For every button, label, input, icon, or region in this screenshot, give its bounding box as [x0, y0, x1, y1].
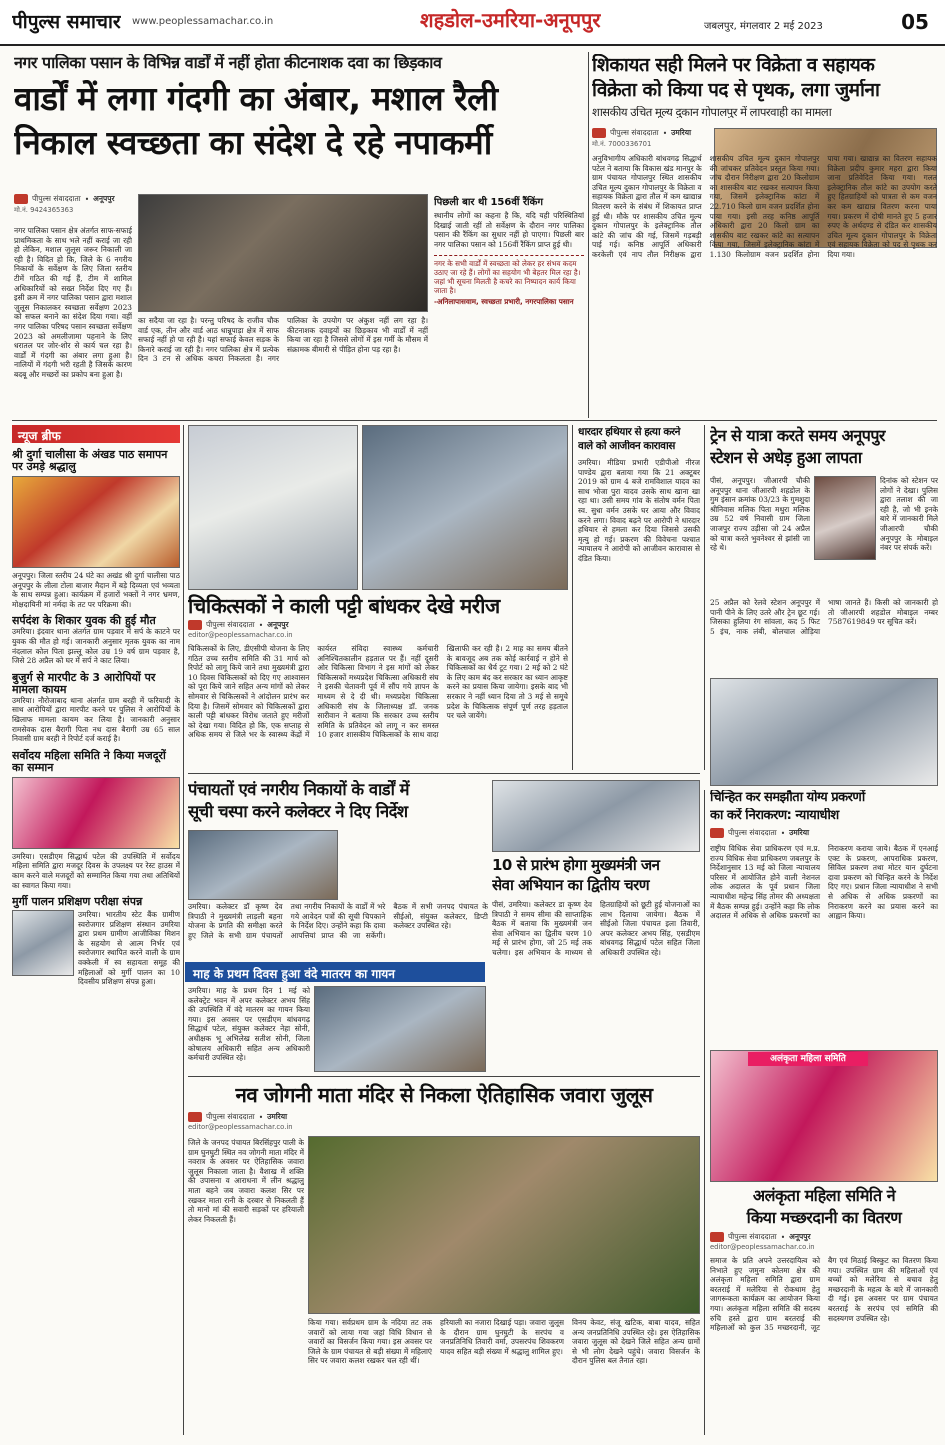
doctors-byline-name: पीपुल्स संवाददाता: [206, 620, 255, 629]
doctors-email: editor@peoplessamachar.co.in: [188, 631, 293, 639]
news-brief-banner: न्यूज ब्रीफ: [12, 425, 180, 443]
ration-byline-name: पीपुल्स संवाददाता: [610, 128, 659, 137]
divider: [183, 425, 184, 1435]
alankrita-banner: अलंकृता महिला समिति: [748, 1052, 868, 1066]
brief-text-5: उमरिया। भारतीय स्टेट बैंक ग्रामीण स्वरोजगार प्रशिक्षण संस्थान उमरिया द्वारा प्रथम ग्रामीण आजीविका मिशन के सहयोग से आत्म निर्भर एवं स्वरोजगार स्थापित करने वाली के ग्राम वक्केली में स्व सहायता समूह की महिलाओं को मुर्गी पालन का 10 दिवसीय प्रशिक्षण संपन्न हुआ।: [78, 910, 180, 987]
newspaper-logo: पीपुल्स समाचार: [12, 11, 121, 33]
jawara-body-far: विनय केवट, संजू खटिक, बाबा यादव, सहित अन्य जनप्रतिनिधि उपस्थित रहे। इस ऐतिहासिक जवारा जुलूस को देखने जिले सहित अन्य ग्रामों से भी लोग देखने पहुंचे। जवारा विसर्जन के दौरान पुलिस बल तैनात रहा।: [572, 1318, 700, 1366]
alankrita-byline-name: पीपुल्स संवाददाता: [728, 1232, 777, 1241]
judge-place: उमरिया: [789, 828, 810, 837]
collector-list-headline-2: सूची चस्पा करने कलेक्टर ने दिए निर्देश: [188, 802, 408, 821]
collector-list-body-extra: [342, 830, 488, 900]
cleanliness-place: अनूपपुर: [93, 194, 115, 203]
judge-byline-block: [710, 828, 830, 842]
dateline: जबलपुर, मंगलवार 2 मई 2023: [704, 21, 823, 32]
jawara-byline-name: पीपुल्स संवाददाता: [206, 1112, 255, 1121]
brief-head-2: सर्पदंश के शिकार युवक की हुई मौत: [12, 614, 156, 628]
alankrita-place: अनूपपुर: [789, 1232, 811, 1241]
jan-seva-meeting-photo: [492, 780, 700, 852]
page-number: 05: [901, 10, 929, 34]
publication-icon: [14, 194, 28, 204]
doctors-place: अनूपपुर: [267, 620, 289, 629]
ration-headline-1: शिकायत सही मिलने पर विक्रेता व सहायक: [592, 54, 875, 76]
cleanliness-body-left: नगर पालिका पसान क्षेत्र अंतर्गत साफ-सफाई प्राथमिकता के साथ भले नहीं कराई जा रही हो लेकिन, मशाल जुलूस जरूर निकाली जा रही है। विदित हो कि, जिले के 6 नगरीय निकायों के सर्वेक्षण के लिए जिला स्तरीय टीमें गठित की गई हैं, टीम में शामिल अधिकारियों को सख्त निर्देश दिए गए हैं। इसी क्रम में नगर पालिका पसान द्वारा मशाल जुलूस निकालकर स्वच्छता सर्वेक्षण 2023 को सफल बनाने का संदेश दिया गया। वहीं नगर पालिका परिषद पसान स्वच्छता सर्वेक्षण 2023 को अमलीजामा पहनाने के लिए धरातल पर जोर-शोर से कार्य चल रहा है। वार्डों में गंदगी का अंबार लगा हुआ है। नालियों में गंदगी भरी रहती है जिसके कारण बदबू और मच्छरों का प्रकोप बना हुआ है।: [14, 226, 132, 379]
divider: [188, 773, 700, 774]
jawara-byline: पीपुल्स संवाददाता • उमरिया: [188, 1112, 388, 1122]
judge-meeting-photo: [710, 678, 938, 786]
divider: [588, 52, 589, 418]
ration-mobile: मो.नं. 7000336701: [592, 140, 652, 148]
doctors-body: चिकित्सकों के लिए, डीएसीपी योजना के लिए गठित उच्च स्तरीय समिति की 31 मार्च को रिपोर्ट को लागू किये जाने तथा मुख्यमंत्री द्वारा 10 दिवस चिकित्सकों को दिए गए आश्वासन को पूरा किये जाने सहित अन्य मांगों को लेकर सोमवार से चिकित्सकों ने आंदोलन प्रारंभ कर दिया है। जिसमें सोमवार को चिकित्सकों द्वारा काली पट्टी बांधकर विरोध जताते हुए मरीजों को देखा गया। विदित हो कि, एक सप्ताह से अधिक समय से जिले भर के स्वास्थ्य केंद्रों में कार्यरत संविदा स्वास्थ्य कर्मचारी अनिश्चितकालीन हड़ताल पर हैं। नहीं दूसरी ओर चिकित्सा विभाग ने इस मांगों को लेकर चिकित्सकों मध्यप्रदेश चिकित्सा अधिकारी संघ ने इसकी चेतावनी पूर्व में सौंप गये ज्ञापन के माध्यम से दे दी थी। मध्यप्रदेश चिकित्सा अधिकारी संघ के जिलाध्यक्ष डॉ. जनक सारीवान ने बताया कि सरकार उच्च स्तरीय समिति के प्रतिवेदन को लागू न कर समस्त 10 हजार शासकीय चिकित्सकों के साथ वादा खिलाफी कर रही है। 2 माह का समय बीतने के बावजूद अब तक कोई कार्रवाई न होने से चिकित्सकों का धैर्य टूट गया। 2 मई को 2 घंटे के लिए काम बंद कर सरकार का ध्यान आकृष्ट करने का प्रयास किया जायेगा। इसके बाद भी सरकार ने नहीं ध्यान दिया तो 3 मई से समूचे प्रदेश के चिकित्सक संपूर्ण पूर्ण तरह हड़ताल पर चले जायेंगे।: [188, 644, 568, 740]
ration-byline: पीपुल्स संवाददाता • उमरिया: [592, 128, 712, 138]
doctor-eye-exam-photo: [188, 425, 358, 590]
judge-byline-name: पीपुल्स संवाददाता: [728, 828, 777, 837]
judge-byline: पीपुल्स संवाददाता • उमरिया: [710, 828, 830, 838]
brief-text-1: अनूपपुर। जिला स्तरीय 24 घंटे का अखंड श्री दुर्गा चालीसा पाठ अनूपपुर के लीला टोला बाजार मैदान में बड़े दिव्यता एवं भव्यता के साथ सम्पन्न हुआ। कार्यक्रम में हजारों भक्तों ने नगर भ्रमण, मोक्षदायिनी मां नर्मदा के तट पर परिक्रमा की।: [12, 571, 180, 609]
publication-icon: [188, 620, 202, 630]
publication-icon: [592, 128, 606, 138]
mukhyamantri-headline-2: सेवा अभियान का द्वितीय चरण: [492, 876, 650, 894]
sarvodaya-photo: [12, 777, 180, 849]
masthead: [0, 0, 945, 46]
rank-text: स्थानीय लोगों का कहना है कि, यदि यही परिस्थितियां दिखाई जाती रहीं तो सर्वेक्षण के दौरान नगर पालिका पसान की रैंकिंग का सुधार नहीं हो पाएगा। पिछली बार नगर पालिका पसान को 156वीं रैंकिंग प्राप्त हुई थी।: [434, 211, 584, 249]
judge-headline-2: का करें निराकरण: न्यायाधीश: [710, 808, 839, 823]
vandemataram-body: उमरिया। माह के प्रथम दिन 1 मई को कलेक्ट्रेट भवन में अपर कलेक्टर अभय सिंह की उपस्थिति में वंदे मातरम का गायन किया गया। इस अवसर पर एसडीएम बांधवगढ़ सिद्धार्थ पटेल, संयुक्त कलेक्टर नेहा सोनी, अधीक्षक भू अभिलेख सतीश सोनी, जिला कोषालय अधिकारी सहित अन्य अधिकारी कर्मचारी उपस्थित रहे।: [188, 986, 310, 1063]
jawara-body-mid: किया गया। सर्वप्रथम ग्राम के नदिया तट तक जवारों को लाया गया जहां विधि विधान से जवारों का विसर्जन किया गया। इस अवसर पर जिले के ग्राम पंचायत से बड़ी संख्या में महिलाएं सिर पर जवारा कलश रखकर चल रही थीं।: [308, 1318, 432, 1366]
alankrita-headline-1: अलंकृता महिला समिति ने: [752, 1186, 896, 1205]
cleanliness-kicker: नगर पालिका पसान के विभिन्न वार्डों में नहीं होता कीटनाशक दवा का छिड़काव: [14, 54, 442, 72]
divider: [188, 1076, 700, 1077]
alankrita-byline: पीपुल्स संवाददाता • अनूपपुर: [710, 1232, 850, 1242]
missing-headline-1: ट्रेन से यात्रा करते समय अनूपपुर: [710, 426, 885, 445]
rank-block: [434, 194, 584, 416]
murder-body: उमरिया। मीडिया प्रभारी एडीपीओ नीरज पाण्डेय द्वारा बताया गया कि 21 अक्टूबर 2019 को ग्राम 4 बजे रामविशाल यादव का साथ भोजा पुरा यादव उसके साथ खाना खा रहा था। उसी समय गांव के संतोष वर्मन पिता स्व. सुधा वर्मन उसके घर आया और विवाद करने लगा। विवाद बढ़ने पर आरोपी ने धारदार हथियार से हमला कर दिया जिससे उसकी मृत्यु हो गई। प्रकरण की विवेचना पश्चात न्यायालय ने आरोपी को आजीवन कारावास से दंडित किया।: [578, 458, 700, 563]
jawara-byline-block: [188, 1112, 388, 1134]
cleanliness-headline-1: वार्डों में लगा गंदगी का अंबार, मशाल रैली: [14, 80, 498, 118]
jawara-email: editor@peoplessamachar.co.in: [188, 1123, 293, 1131]
cleanliness-body-right: का सदैया जा रहा है। परन्तु परिषद के राजीव चौक वार्ड एक, तीन और वार्ड आठ धान्नूपाड़ा क्षेत्र में साफ सफाई नहीं हो पा रही है। यहां सफाई केवल सड़क के किनारे कराई जा रही है। नगर पालिका क्षेत्र में प्रत्येक दिन 3 टन से अधिक कचरा निकलता है। नगर पालिका के उपयोग पर अंकुश नहीं लग रहा है। कीटनाशक दवाइयों का छिड़काव भी वार्डों में नहीं किया जा रहा है जिससे लोगों में इस गर्मी के मौसम में संक्रामक बीमारी से पीड़ित होना पड़ रहा है।: [138, 316, 428, 364]
ration-body: अनुविभागीय अधिकारी बांधवगढ़ सिद्धार्थ पटेल ने बताया कि विकास खंड मानपुर के ग्राम पंचायत गोपालपुर स्थित शासकीय उचित मूल्य दुकान गोपालपुर के विक्रेता व सहायक विक्रेता द्वारा तौल में कम खाद्यान्न वितरण करने के संबंध में शिकायत प्राप्त हुई थी। मौके पर शासकीय उचित मूल्य दुकान गोपालपुर के इलेक्ट्रानिक तौल कांटे की जांच की गई, जिसमें गड़बड़ी पाई गई। कनिष्ठ आपूर्ति अधिकारी करकेली एवं नाप तौल निरीक्षक द्वारा शासकीय उचित मूल्य दुकान गोपालपुर की जांचकर प्रतिवेदन प्रस्तुत किया गया। जांच दौरान निरीक्षण द्वारा 20 किलोग्राम का शासकीय बाट रखकर सत्यापन किया गया, जिसमें इलेक्ट्रानिक कांटा में 22.710 किलो ग्राम वजन प्रदर्शित होना पाया गया। इसी तरह कनिष्ठ आपूर्ति अधिकारी द्वारा 20 किलो ग्राम का शासकीय बाट रखकर कांटे का सत्यापन किया गया, जिसमें इलेक्ट्रानिक कांटा में 1.130 किलोग्राम वजन प्रदर्शित होना पाया गया। खाद्यान्न का वितरण सहायक विक्रेता प्रदीप कुमार महरा द्वारा किया जाना प्रतिवेदित किया गया। गलत इलेक्ट्रानिक तौल कांटे का उपयोग करते हुए हितग्राहियों को पात्रता से कम वजन कर कम खाद्यान्न वितरण करना पाया गया। प्रकरण में दोषी मानते हुए 5 हजार रुपए के अर्थदण्ड से दंडित कर शासकीय उचित मूल्य दुकान गोपालपुर के विक्रेता एवं सहायक विक्रेता को पद से पृथक कर दिया गया।: [592, 154, 937, 259]
website-url: www.peoplessamachar.co.in: [132, 16, 274, 27]
alankrita-body: समाज के प्रति अपने उत्तरदायित्व को निभाते हुए जमुना कोतमा क्षेत्र की अलंकृता महिला समिति द्वारा ग्राम बरतराई में मलेरिया से रोकथाम हेतु जागरूकता कार्यक्रम का आयोजन किया गया। अलंकृता महिला समिति की सदस्य रुचि हस्ते द्वारा ग्राम बरतराई की महिलाओं को कुल 35 मच्छरदानी, जूट बैग एवं मिठाई बिस्कुट का वितरण किया गया। उपस्थित ग्राम की महिलाओं एवं बच्चों को मलेरिया से बचाव हेतु मच्छरदानी के महत्व के बारे में जानकारी दी गई। इस अवसर पर ग्राम पंचायत बरतराई के सरपंच एवं समिति की सदस्यगण उपस्थित रहे।: [710, 1256, 938, 1333]
jawara-procession-photo: [308, 1136, 700, 1314]
jawara-headline: नव जोगनी माता मंदिर से निकला ऐतिहासिक जवारा जुलूस: [235, 1083, 653, 1107]
divider: [12, 420, 937, 421]
missing-body-a: पीसं, अनूपपुर। जीआरपी चौकी अनूपपुर थाना जीआरपी शहडोल के गुम इंसान क्रमांक 03/23 के गुमशुदा श्रीनिवास मलिक पिता मथुरा मलिक उम्र 52 वर्ष निवासी ग्राम जिला जाजपुर राज्य उड़ीसा जो 24 अप्रैल को यात्रा करते भुवनेश्वर से झांसी जा रहे थे।: [710, 476, 810, 553]
collector-list-headline-1: पंचायतों एवं नगरीय निकायों के वार्डों में: [188, 780, 409, 799]
callout-name: -अनिलापासवाम, स्वच्छता प्रभारी, नगरपालिका पसान: [434, 297, 574, 307]
brief-text-3: उमरिया। नौरोजाबाद थाना अंतर्गत ग्राम बरही में फरियादी के साथ आरोपियों द्वारा मारपीट करने पर पुलिस ने आरोपियों के खिलाफ मामला कायम कर लिया है। जानकारी अनुसार रामसेवक दास बैरागी पिता नथ दास बैरागी उम्र 65 साल निवासी ग्राम बरही ने रिपोर्ट दर्ज कराई है।: [12, 695, 180, 744]
missing-body-c: 25 अप्रैल को रेलवे स्टेशन अनूपपुर में पानी पीने के लिए उतरे और ट्रेन छूट गई। जिसका हुलिया रंग सांवला, कद 5 फिट 5 इंच, नाक लंबी, बोलचाल ओड़िया भाषा जानते हैं। किसी को जानकारी हो तो जीआरपी शहडोल मोबाइल नम्बर 7587619849 पर सूचित करें।: [710, 598, 938, 636]
divider: [704, 425, 705, 770]
alankrita-email: editor@peoplessamachar.co.in: [710, 1243, 815, 1251]
chalisa-photo: [12, 476, 180, 568]
rank-heading: पिछली बार थी 156वीं रैंकिंग: [434, 197, 543, 208]
brief-head-5: मुर्गी पालन प्रशिक्षण परीक्षा संपन्न: [12, 895, 143, 909]
cleanliness-byline-name: पीपुल्स संवाददाता: [32, 194, 81, 203]
cleanliness-headline-2: निकाल स्वच्छता का संदेश दे रहे नपाकर्मी: [14, 124, 492, 162]
cleanliness-byline-block: [14, 194, 154, 224]
doctors-headline: चिकित्सकों ने काली पट्टी बांधकर देखे मरीज: [188, 594, 500, 618]
collector-meeting-photo: [188, 830, 338, 900]
ration-headline-2: विक्रेता को किया पद से पृथक, लगा जुर्माना: [592, 79, 880, 101]
doctors-byline-block: [188, 620, 388, 642]
cleanliness-byline: पीपुल्स संवाददाता • अनूपपुर: [14, 194, 154, 204]
vandemataram-headline: माह के प्रथम दिवस हुआ वंदे मातरम का गायन: [185, 962, 485, 982]
alankrita-headline-2: किया मच्छरदानी का वितरण: [746, 1208, 902, 1227]
jawara-body-left: जिले के जनपद पंचायत बिरसिंहपुर पाली के ग्राम घुनघुटी स्थित नव जोगनी माता मंदिर में नवरात्र के अवसर पर ऐतिहासिक जवारा जुलूस निकाला जाता है। वैशाख में शक्ति की उपासना व आराधना में लीन श्रद्धालु माता बहने जब जवारा कलश सिर पर रखकर माता रानी के दरबार से निकलती हैं तो मानो मां की सवारी सड़कों पर हरियाली लेकर निकलती हैं।: [188, 1138, 304, 1224]
brief-head-3: बुजुर्ग से मारपीट के 3 आरोपियों पर मामला कायम: [12, 670, 156, 696]
alankrita-byline-block: [710, 1232, 850, 1254]
divider: [572, 425, 573, 770]
brief-head-1: श्री दुर्गा चालीसा के अंखड पाठ समापन पर उमड़े श्रद्धालु: [12, 448, 168, 473]
ration-place: उमरिया: [671, 128, 692, 137]
missing-body-b: दिनांक को स्टेशन पर लोगों ने देखा। पुलिस द्वारा तलाश की जा रही है, जो भी इनके बारे में जानकारी मिले जीआरपी चौकी अनूपपुर के मोबाइल नंबर पर संपर्क करें।: [880, 476, 938, 553]
publication-icon: [188, 1112, 202, 1122]
publication-icon: [710, 828, 724, 838]
divider: [704, 790, 705, 1435]
murder-headline-1: धारदार हथियार से हत्या करने: [578, 426, 681, 438]
brief-head-4: सर्वोदय महिला समिति ने किया मजदूरों का सम्मान: [12, 748, 166, 774]
mukhyamantri-body: पीसं, उमरिया। कलेक्टर डा कृष्ण देव त्रिपाठी ने समय सीमा की साप्ताहिक बैठक में बताया कि मुख्यमंत्री जन सेवा अभियान का द्वितीय चरण 10 मई से प्रारंभ होगा, जो 25 मई तक चलेगा। इस अभियान के माध्यम से हितग्राहियों को छूटी हुई योजनाओं का लाभ दिलाया जायेगा। बैठक में सीईओ जिला पंचायत इला तिवारी, अपर कलेक्टर अभय सिंह, एसडीएम बांधवगढ़ सिद्धार्थ पटेल सहित जिला अधिकारी उपस्थित रहे।: [492, 900, 700, 957]
swachhata-callout: [434, 255, 584, 306]
cleanliness-mobile: मो.नं. 9424365363: [14, 206, 74, 214]
rally-photo: [138, 194, 428, 312]
jawara-place: उमरिया: [267, 1112, 288, 1121]
doctors-byline: पीपुल्स संवाददाता • अनूपपुर: [188, 620, 388, 630]
jawara-body-right: हरियाली का नजारा दिखाई पड़ा। जवारा जुलूस के दौरान ग्राम घुनघुटी के सरपंच व जनप्रतिनिधि तिवारी वर्मा, उपसरपंच शिवकरण यादव सहित बड़ी संख्या में श्रद्धालु शामिल हुए।: [440, 1318, 564, 1356]
training-photo: [12, 910, 74, 976]
alankrita-photo: [710, 1050, 938, 1182]
judge-body: राष्ट्रीय विधिक सेवा प्राधिकरण एवं म.प्र. राज्य विधिक सेवा प्राधिकरण जबलपुर के निर्देशानुसार 13 मई को जिला न्यायालय परिसर में आयोजित होने वाली नेशनल लोक अदालत के पूर्व प्रधान जिला न्यायाधीश महेन्द्र सिंह तोमर की अध्यक्षता में बैठक सम्पन्न हुई। उन्होंने कहा कि लोक अदालत में अधिक से अधिक प्रकरणों का निराकरण कराया जाये। बैठक में एनआई एक्ट के प्रकरण, आपराधिक प्रकरण, सिविल प्रकरण तथा मोटर यान दुर्घटना दावा प्रकरण को चिन्हित करने के निर्देश दिए गए। प्रधान जिला न्यायाधीश ने सभी से अधिक से अधिक प्रकरणों का निराकरण करने का प्रयास करने का आह्वान किया।: [710, 844, 938, 921]
callout-text: नगर के सभी वार्डों में स्वच्छता को लेकर हर संभव कदम उठाए जा रहे हैं। लोगों का सहयोग भी बेहतर मिल रहा है। जहां भी सूचना मिलती है कचरे का निष्पादन कार्य किया जाता है।: [434, 259, 581, 296]
doctor-desk-photo: [362, 425, 568, 590]
publication-icon: [710, 1232, 724, 1242]
mukhyamantri-headline-1: 10 से प्रारंभ होगा मुख्यमंत्री जन: [492, 856, 660, 874]
ration-kicker: शासकीय उचित मूल्य दुकान गोपालपुर में लापरवाही का मामला: [592, 106, 832, 119]
missing-headline-2: स्टेशन से अधेड़ हुआ लापता: [710, 448, 862, 467]
murder-headline-2: वाले को आजीवन कारावास: [578, 440, 675, 452]
ration-byline-block: [592, 128, 712, 152]
missing-person-photo: [814, 476, 876, 560]
judge-headline-1: चिन्हित कर समझौता योग्य प्रकरणों: [710, 790, 865, 805]
collector-list-body: उमरिया। कलेक्टर डॉ कृष्ण देव त्रिपाठी ने मुख्यमंत्री लाड़ली बहना योजना के प्रगति की समीक्षा करते हुए जिले के सभी ग्राम पंचायतों तथा नगरीय निकायों के वार्डों में भरे गये आवेदन पत्रों की सूची चिपकाने के निर्देश दिए। उन्होंने कहा कि दावा आपत्तियां प्राप्त की जा सकेंगी। बैठक में सभी जनपद पंचायत के सीईओ, संयुक्त कलेक्टर, डिप्टी कलेक्टर उपस्थित रहे।: [188, 902, 488, 940]
vandemataram-photo: [314, 986, 486, 1072]
brief-column: [12, 446, 180, 1436]
section-title: शहडोल-उमरिया-अनूपपुर: [420, 8, 601, 32]
brief-text-2: उमरिया। इंदवार थाना अंतर्गत ग्राम पड़वार में सर्प के काटने पर युवक की मौत हो गई। जानकारी अनुसार मृतक युवक का नाम नंदलाल कोल पिता झल्लू कोल उम्र 19 वर्ष ग्राम पड़वार है, जिसे 28 अप्रैल को घर में सर्प ने काट लिया।: [12, 627, 180, 666]
brief-text-4: उमरिया। एसडीएम सिद्धार्थ पटेल की उपस्थिति में सर्वोदय महिला समिति द्वारा मजदूर दिवस के उपलक्ष्य पर रेस्ट हाउस में काम करने वाले मजदूरों को सम्मानित किया गया तथा अतिथियों का स्वागत किया गया।: [12, 851, 180, 890]
